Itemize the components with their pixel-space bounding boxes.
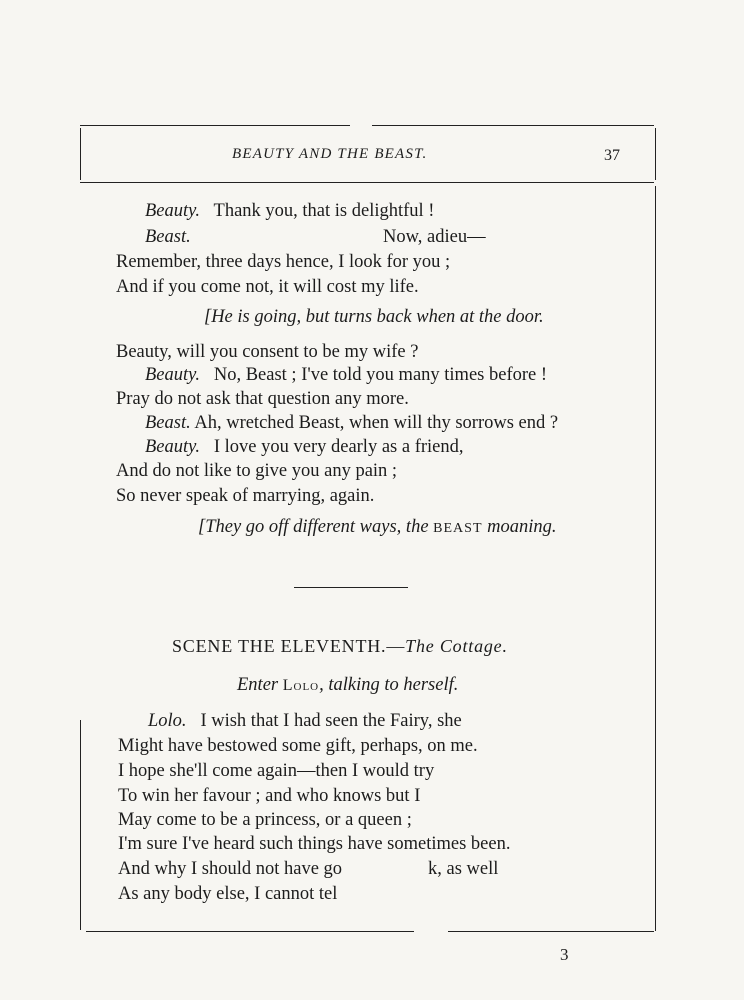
verse-text: I hope she'll come again—then I would try — [118, 761, 435, 781]
stage-direction — [204, 307, 544, 328]
verse-text: I'm sure I've heard such things have sometimes been. — [118, 834, 511, 854]
speaker-name: Beauty. — [145, 365, 200, 385]
entrance-direction — [237, 675, 458, 696]
stage-direction-text: [He is going, but turns back when at the door. — [204, 307, 544, 327]
scene-location: The Cottage. — [405, 636, 508, 656]
speaker-name: Beauty. — [145, 201, 200, 221]
verse-text: May come to be a princess, or a queen ; — [118, 810, 412, 830]
verse-line — [145, 227, 191, 248]
left-frame-lower — [80, 720, 81, 930]
verse-line — [145, 413, 558, 434]
stage-direction-text: [They go off different ways, the — [198, 517, 434, 537]
verse-line — [118, 786, 420, 807]
verse-text: Remember, three days hence, I look for you ; — [116, 252, 451, 272]
bottom-rule-left — [86, 931, 414, 932]
verse-text: So never speak of marrying, again. — [116, 486, 375, 506]
verse-text: I wish that I had seen the Fairy, she — [200, 711, 462, 731]
verse-line — [118, 859, 342, 880]
verse-text: And do not like to give you any pain ; — [116, 461, 398, 481]
entrance-name: Lolo — [282, 677, 320, 694]
verse-text: k, as well — [428, 859, 499, 879]
speaker-name: Beast. — [145, 413, 191, 433]
speaker-name: Lolo. — [148, 711, 187, 731]
verse-text: Beauty, will you consent to be my wife ? — [116, 342, 419, 362]
page-number: 37 — [604, 147, 620, 164]
top-rule-right — [372, 125, 654, 126]
verse-text: As any body else, I cannot tel — [118, 884, 338, 904]
verse-line — [116, 277, 419, 298]
verse-text: Thank you, that is delightful ! — [213, 201, 435, 221]
verse-line — [383, 227, 486, 248]
verse-line — [116, 486, 374, 507]
running-title: BEAUTY AND THE BEAST. — [232, 146, 428, 162]
verse-line — [116, 389, 409, 410]
stage-direction-text: moaning. — [482, 517, 557, 537]
verse-line — [145, 201, 434, 222]
verse-line — [118, 884, 337, 905]
verse-line — [428, 859, 498, 880]
right-frame-upper — [655, 128, 656, 180]
verse-line — [118, 834, 510, 855]
verse-line — [145, 365, 547, 386]
verse-line — [145, 437, 464, 458]
right-frame — [655, 186, 656, 931]
verse-line — [118, 810, 412, 831]
scene-heading — [172, 636, 508, 657]
bottom-rule-right — [448, 931, 654, 932]
verse-line — [118, 736, 478, 757]
stage-direction — [198, 517, 557, 538]
stage-direction-name: BEAST — [433, 521, 483, 536]
verse-line — [116, 252, 450, 273]
verse-text: Now, adieu— — [383, 227, 486, 247]
verse-text: Pray do not ask that question any more. — [116, 389, 409, 409]
verse-line — [148, 711, 462, 732]
speaker-name: Beauty. — [145, 437, 200, 457]
speaker-name: Beast. — [145, 227, 191, 247]
verse-text: And if you come not, it will cost my life. — [116, 277, 419, 297]
verse-text: No, Beast ; I've told you many times before ! — [213, 365, 548, 385]
verse-line — [116, 342, 418, 363]
verse-text: And why I should not have go — [118, 859, 343, 879]
entrance-rest: , talking to herself. — [319, 675, 459, 695]
signature-mark: 3 — [560, 945, 569, 964]
verse-text: Ah, wretched Beast, when will thy sorrows end ? — [194, 413, 559, 433]
verse-text: To win her favour ; and who knows but I — [118, 786, 421, 806]
left-frame-upper — [80, 128, 81, 180]
entrance-word: Enter — [237, 675, 283, 695]
verse-text: I love you very dearly as a friend, — [213, 437, 464, 457]
scene-divider — [294, 587, 408, 588]
scene-heading-main: SCENE THE ELEVENTH.— — [172, 636, 406, 656]
verse-line — [116, 461, 397, 482]
verse-line — [118, 761, 434, 782]
verse-text: Might have bestowed some gift, perhaps, on me. — [118, 736, 478, 756]
top-rule-left — [80, 125, 350, 126]
header-rule — [80, 182, 654, 183]
